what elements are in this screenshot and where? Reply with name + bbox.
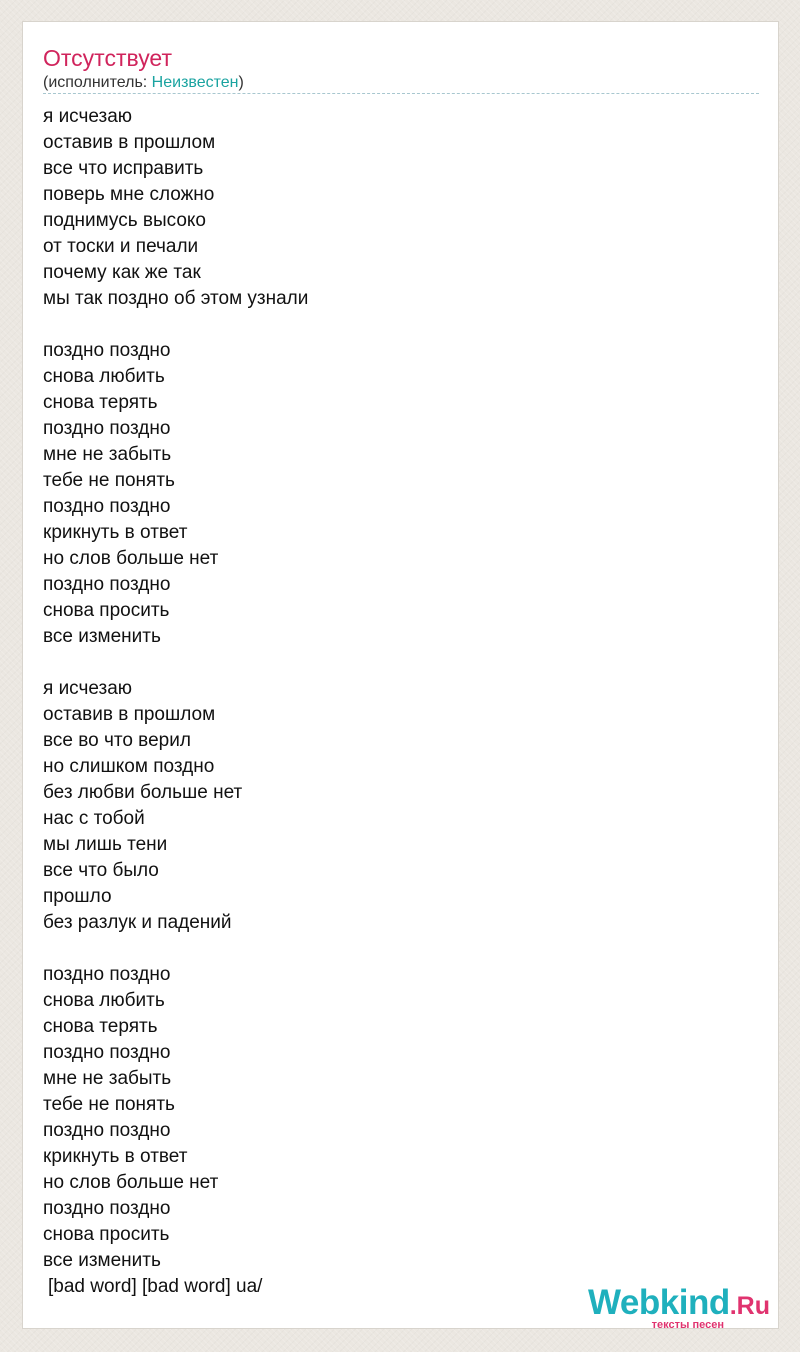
- song-title: Отсутствует: [43, 45, 172, 71]
- lyric-line: крикнуть в ответ: [43, 1146, 188, 1167]
- lyric-line: мне не забыть: [43, 1068, 172, 1089]
- lyric-line: снова терять: [43, 392, 158, 413]
- lyric-line: тебе не понять: [43, 1094, 175, 1115]
- lyric-line: все во что верил: [43, 730, 191, 751]
- lyric-line: поздно поздно: [43, 340, 171, 361]
- lyric-line: поздно поздно: [43, 574, 171, 595]
- lyric-line: все что исправить: [43, 158, 204, 179]
- lyric-line: поднимусь высоко: [43, 210, 206, 231]
- title-divider: [43, 93, 759, 94]
- site-logo[interactable]: [588, 1283, 770, 1331]
- lyric-line: почему как же так: [43, 262, 201, 283]
- lyric-line: без разлук и падений: [43, 912, 232, 933]
- lyric-line: поздно поздно: [43, 1042, 171, 1063]
- lyric-line: от тоски и печали: [43, 236, 199, 257]
- lyric-line: снова любить: [43, 366, 165, 387]
- lyric-line: я исчезаю: [43, 106, 133, 127]
- lyric-line: крикнуть в ответ: [43, 522, 188, 543]
- lyric-line: снова просить: [43, 1224, 170, 1245]
- lyric-line: все изменить: [43, 1250, 161, 1271]
- lyric-line: оставив в прошлом: [43, 704, 216, 725]
- lyrics-card: [22, 21, 779, 1329]
- stanza-gap: [43, 936, 743, 962]
- artist-prefix: (исполнитель:: [43, 74, 152, 91]
- lyric-line: поздно поздно: [43, 496, 171, 517]
- lyric-line: мы лишь тени: [43, 834, 168, 855]
- lyric-line: мне не забыть: [43, 444, 172, 465]
- logo-wordmark: [588, 1283, 770, 1323]
- lyric-line: без любви больше нет: [43, 782, 243, 803]
- lyric-line: все изменить: [43, 626, 161, 647]
- logo-main-text: Webkind: [588, 1283, 730, 1322]
- lyric-line: прошло: [43, 886, 112, 907]
- lyrics-text: [43, 104, 743, 1274]
- lyric-line: поздно поздно: [43, 1198, 171, 1219]
- lyric-line: но слишком поздно: [43, 756, 215, 777]
- footer-note: [bad word] [bad word] ua/: [48, 1276, 263, 1297]
- lyric-line: нас с тобой: [43, 808, 145, 829]
- lyric-line: поздно поздно: [43, 1120, 171, 1141]
- lyric-line: но слов больше нет: [43, 548, 219, 569]
- logo-tld: .Ru: [729, 1292, 770, 1320]
- lyric-line: оставив в прошлом: [43, 132, 216, 153]
- lyric-line: снова терять: [43, 1016, 158, 1037]
- artist-link[interactable]: Неизвестен: [151, 74, 239, 91]
- lyric-line: мы так поздно об этом узнали: [43, 288, 309, 309]
- artist-line: [43, 73, 244, 93]
- lyric-line: поверь мне сложно: [43, 184, 215, 205]
- lyric-line: все что было: [43, 860, 159, 881]
- lyric-line: тебе не понять: [43, 470, 175, 491]
- lyric-line: поздно поздно: [43, 964, 171, 985]
- lyric-line: снова любить: [43, 990, 165, 1011]
- lyric-line: снова просить: [43, 600, 170, 621]
- lyric-line: я исчезаю: [43, 678, 133, 699]
- artist-suffix: ): [238, 74, 244, 91]
- lyric-line: но слов больше нет: [43, 1172, 219, 1193]
- lyric-line: поздно поздно: [43, 418, 171, 439]
- stanza-gap: [43, 312, 743, 338]
- stanza-gap: [43, 650, 743, 676]
- logo-subtitle: тексты песен: [651, 1319, 724, 1331]
